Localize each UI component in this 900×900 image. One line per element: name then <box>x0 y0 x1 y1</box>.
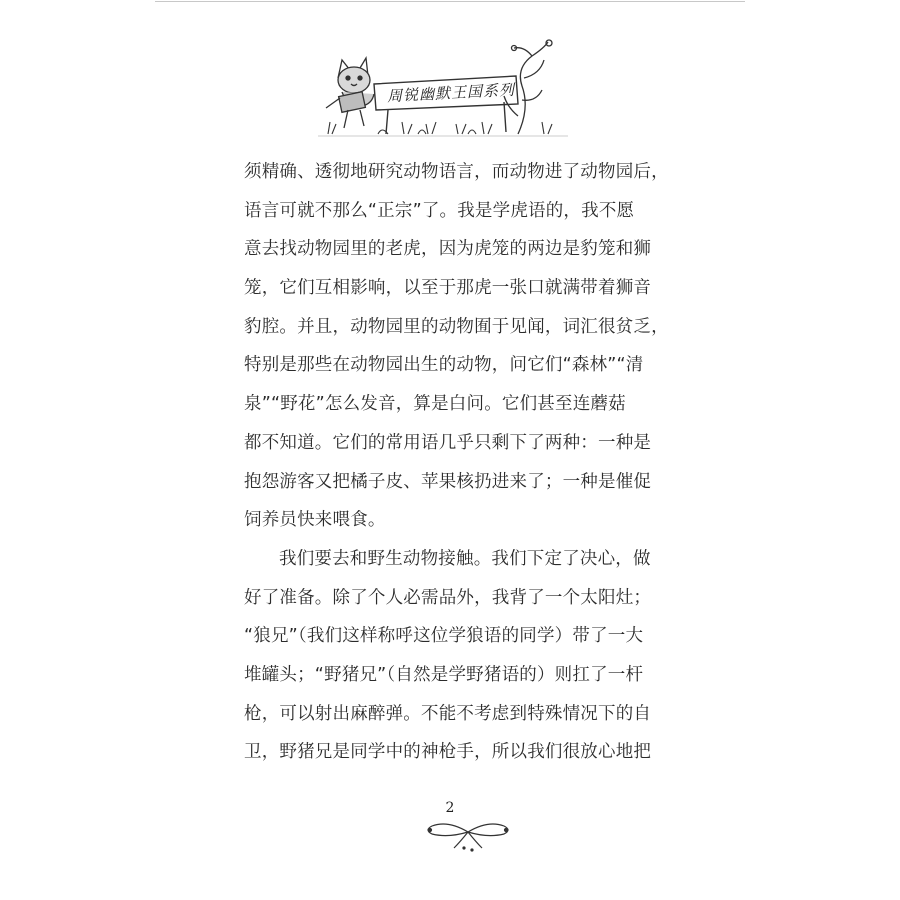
text-line: 堆罐头；“野猪兄”（自然是学野猪语的）则扛了一杆 <box>244 664 644 685</box>
text-line: 饲养员快来喂食。 <box>244 510 386 531</box>
body-text <box>244 153 674 772</box>
text-line: 好了准备。除了个人必需品外，我背了一个太阳灶； <box>244 587 652 608</box>
cat-illustration <box>326 58 374 128</box>
text-line: 笼，它们互相影响，以至于那虎一张口就满带着狮音 <box>244 278 652 299</box>
text-line: 都不知道。它们的常用语几乎只剩下了两种：一种是 <box>244 432 652 453</box>
text-line: 语言可就不那么“正宗”了。我是学虎语的，我不愿 <box>244 200 635 221</box>
footer-ornament <box>418 812 518 856</box>
text-line: 抱怨游客又把橘子皮、苹果核扔进来了；一种是催促 <box>244 471 652 492</box>
text-line: 泉”“野花”怎么发音，算是白问。它们甚至连蘑菇 <box>244 394 626 415</box>
text-line: 特别是那些在动物园出生的动物，问它们“森林”“清 <box>244 355 644 376</box>
top-rule <box>155 1 745 2</box>
text-line: 枪，可以射出麻醉弹。不能不考虑到特殊情况下的自 <box>244 703 652 724</box>
page-number: 2 <box>445 800 455 816</box>
text-line: 意去找动物园里的老虎，因为虎笼的两边是豹笼和狮 <box>244 239 652 260</box>
text-line: “狼兄”（我们这样称呼这位学狼语的同学）带了一大 <box>244 626 644 647</box>
text-line: 我们要去和野生动物接触。我们下定了决心，做 <box>279 548 651 569</box>
series-title: 周锐幽默王国系列 <box>386 80 516 105</box>
text-line: 须精确、透彻地研究动物语言，而动物进了动物园后， <box>244 162 669 182</box>
text-line: 卫，野猪兄是同学中的神枪手，所以我们很放心地把 <box>244 742 652 763</box>
grass-decoration <box>318 122 568 136</box>
text-line: 豹腔。并且，动物园里的动物囿于见闻，词汇很贫乏， <box>244 316 669 337</box>
